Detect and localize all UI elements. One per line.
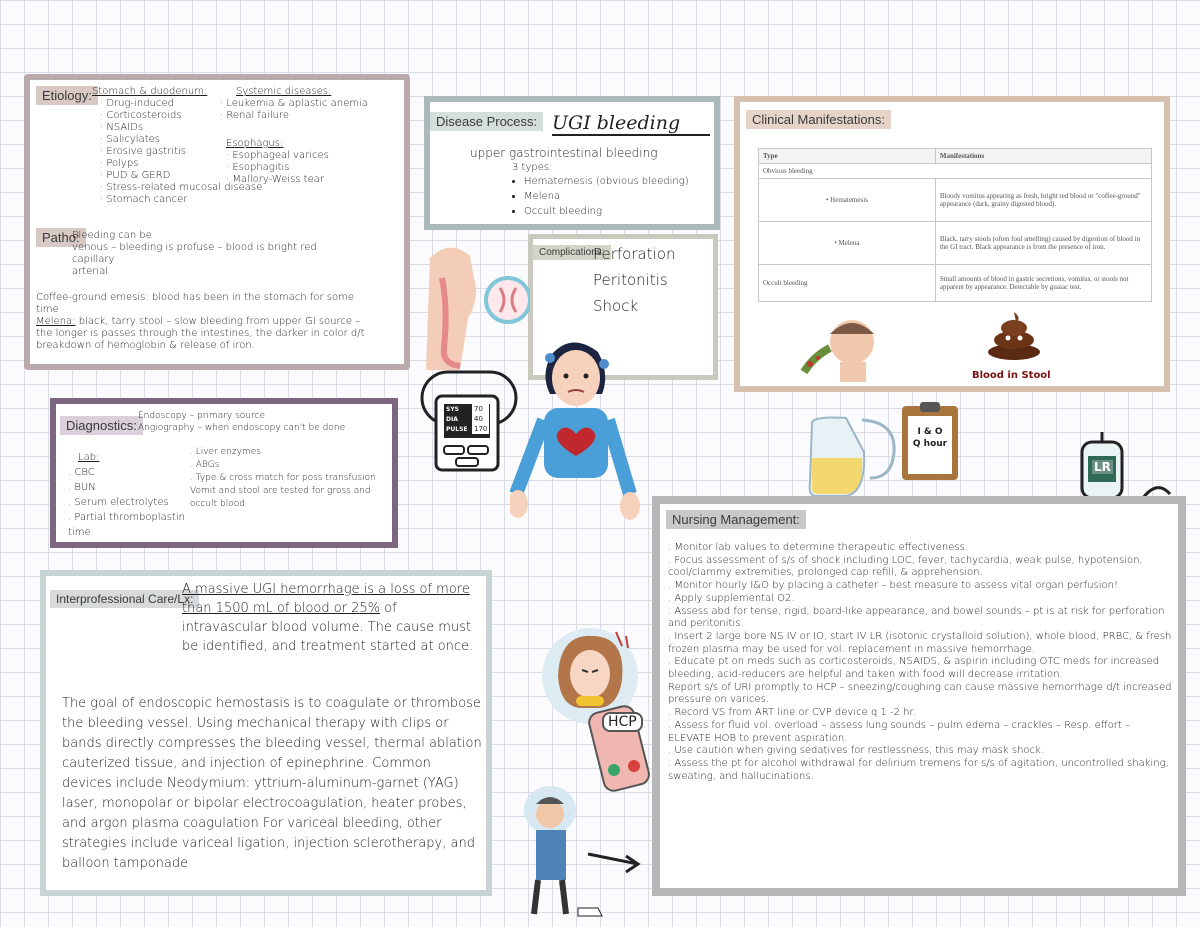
list-item: Report s/s of URI promptly to HCP – sneezing/coughing can cause massive hemorrhage d/t increased pressure on varices.	[668, 681, 1172, 706]
hemorrhage-highlight: A massive UGI hemorrhage is a loss of more than 1500 mL of blood or 25%	[182, 582, 470, 616]
systemic-column	[220, 86, 368, 186]
col-manifestations: Manifestations	[935, 149, 1151, 164]
diagnostics-title: Diagnostics:	[60, 416, 143, 435]
nursing-title: Nursing Management:	[666, 510, 806, 529]
table-row	[759, 222, 1152, 265]
list-item: • Occult bleeding	[524, 204, 689, 219]
clipboard-paper	[908, 416, 952, 474]
table-cell: Bloody vomitus appearing as fresh, bright red blood or "coffee-ground" appearance (dark, grainy digested blood).	[935, 179, 1151, 222]
disease-subtitle: upper gastrointestinal bleeding	[470, 146, 658, 160]
list-item: · PUD & GERD	[100, 170, 171, 181]
lab-left-column	[68, 450, 188, 540]
bp-labels	[446, 405, 468, 435]
list-item: · Stress-related mucosal disease	[100, 182, 263, 193]
list-item: . Use caution when giving sedatives for restlessness, this may mask shock.	[668, 745, 1044, 757]
table-cell: Occult bleeding	[759, 265, 936, 302]
systemic-heading: Systemic diseases:	[236, 86, 332, 97]
list-item: . Insert 2 large bore NS IV or IO, start IV LR (isotonic crystalloid solution), whole blood, PRBC, & fresh frozen plasma may be used for vol. replacement in massive hemorrhage.	[668, 630, 1172, 655]
disease-title: Disease Process:	[430, 112, 543, 131]
iv-bag-label: LR	[1094, 460, 1111, 474]
interprofessional-panel	[40, 570, 492, 896]
nursing-list	[668, 542, 1176, 783]
melena-label: Melena:	[36, 316, 76, 327]
etiology-patho-panel	[24, 74, 410, 370]
table-cell: • Melena	[759, 222, 936, 265]
list-item: . Educate pt on meds such as corticosteroids, NSAIDS, & aspirin including OTC meds for increased bleeding, acid-reducers are helpful and taken with food will decrease irritation.	[668, 656, 1160, 681]
list-item: . Monitor hourly I&O by placing a catheter – best measure to assess vital organ perfusion!	[668, 580, 1118, 592]
bp-value: 170	[474, 425, 488, 433]
patho-bleeding-types	[72, 230, 372, 278]
patho-title: Patho:	[36, 228, 86, 247]
list-item: . BUN	[68, 482, 96, 493]
list-item: · Corticosteroids	[100, 110, 182, 121]
table-cell: Black, tarry stools (often foul smelling) caused by digestion of blood in the GI tract. Black appearance is from the presence of iron.	[935, 222, 1151, 265]
list-item: Peritonitis	[593, 271, 668, 289]
clipboard-line: Q hour	[912, 439, 948, 449]
bp-sys-label: SYS	[446, 406, 459, 413]
table-cell: Small amounts of blood in gastric secretions, vomitus, or stools not apparent by appearance. Detectable by guaiac test.	[935, 265, 1151, 302]
hemostasis-paragraph: The goal of endoscopic hemostasis is to coagulate or thrombose the bleeding vessel. Using mechanical therapy with clips or bands directly compresses the bleeding vessel, thermal ablation cauterized tissue, and injection of epinephrine. Common devices include Neodymium: yttrium-aluminum-garnet (YAG) laser, monopolar or bipolar electrocoagulation, heater probes, and argon plasma coagulation For variceal bleeding, other strategies include variceal ligation, injection sclerotherapy, and balloon tamponade	[62, 696, 482, 871]
diagnostics-panel	[50, 398, 398, 548]
clipboard-icon	[902, 406, 958, 480]
interprofessional-title: Interprofessional Care/Lx:	[50, 590, 199, 608]
table-row	[759, 265, 1152, 302]
list-item: . CBC	[68, 467, 95, 478]
phone-hcp-label: HCP	[602, 712, 643, 732]
clinical-title: Clinical Manifestations:	[746, 110, 891, 129]
list-item: · Renal failure	[220, 110, 290, 121]
list-item: Perforation	[593, 245, 676, 263]
patient-figure-icon	[510, 334, 640, 534]
list-item: · Stomach cancer	[100, 194, 188, 205]
complications-list	[593, 241, 675, 319]
list-item: • Hematemesis (obvious bleeding)	[524, 174, 689, 189]
table-cell: • Hematemesis	[759, 179, 936, 222]
list-item: · Polyps	[100, 158, 139, 169]
list-item: · Esophageal varices	[226, 150, 329, 161]
bp-pulse-label: PULSE	[446, 426, 468, 433]
list-item: . Liver enzymes	[190, 447, 261, 457]
col-type: Type	[759, 149, 936, 164]
list-item: . Assess the pt for alcohol withdrawal for delirium tremens for s/s of agitation, uncontrolled shaking, sweating, and hallucinations.	[668, 757, 1169, 782]
esophagus-heading: Esophagus:	[226, 138, 284, 149]
list-item: . Assess abd for tense, rigid, board-like appearance, and bowel sounds – pt is at risk for perforation and peritonitis.	[668, 605, 1165, 630]
list-item: · NSAIDs	[100, 122, 144, 133]
coffee-ground-note: Coffee-ground emesis: blood has been in the stomach for some time	[36, 292, 354, 315]
list-item: · Leukemia & aplastic anemia	[220, 98, 368, 109]
stool-icon	[986, 308, 1042, 360]
manifestations-table	[758, 148, 1152, 302]
list-item: . Monitor lab values to determine therapeutic effectiveness.	[668, 542, 969, 553]
bp-value: 70	[474, 405, 483, 413]
list-item: . Apply supplemental O2.	[668, 592, 795, 604]
etiology-title: Etiology:	[36, 86, 98, 105]
nursing-management-panel	[652, 496, 1186, 896]
patho-notes	[36, 292, 376, 352]
patho-line: arterial	[72, 266, 109, 277]
list-item: • Melena	[524, 189, 689, 204]
table-row	[759, 179, 1152, 222]
patho-line: venous – bleeding is profuse – blood is bright red	[72, 242, 317, 253]
list-item: Vomit and stool are tested for gross and occult blood	[190, 486, 371, 509]
lab-right-column	[190, 446, 390, 511]
types-list	[508, 174, 689, 219]
bp-dia-label: DIA	[446, 416, 458, 423]
list-item: · Mallory-Weiss tear	[226, 174, 324, 185]
angiography-line: Angiography – when endoscopy can't be done	[138, 423, 346, 433]
clipboard-clip	[920, 402, 940, 412]
lab-label: Lab:	[78, 452, 100, 463]
vomiting-person-icon	[800, 312, 880, 382]
list-item: · Erosive gastritis	[100, 146, 186, 157]
stomach-heading: Stomach & duodenum:	[92, 86, 208, 97]
list-item: · Esophagitis	[226, 162, 290, 173]
bp-value: 40	[474, 415, 483, 423]
phone-icon[interactable]	[588, 700, 654, 792]
diagnostics-imaging	[138, 410, 345, 434]
list-item: . ABGs	[190, 460, 220, 470]
patho-line: Bleeding can be	[72, 230, 152, 241]
clinical-manifestations-panel	[734, 96, 1170, 392]
blood-in-stool-label: Blood in Stool	[972, 370, 1051, 381]
types-label: 3 types:	[512, 162, 553, 173]
list-item: Shock	[593, 297, 639, 315]
list-item: . Serum electrolytes	[68, 497, 169, 508]
bp-monitor-icon	[420, 370, 518, 474]
hemorrhage-definition	[182, 580, 474, 656]
list-item: . Focus assessment of s/s of shock including LOC, fever, tachycardia, weak pulse, hypotension, cool/clammy extremities, prolonged cap refill, & apprehension.	[668, 554, 1143, 579]
urine-bag-icon	[806, 412, 900, 500]
list-item: . Assess for fluid vol. overload – assess lung sounds – pulm edema – crackles – Resp. effort – ELEVATE HOB to prevent aspiration.	[668, 719, 1131, 744]
complications-title: Complications:	[533, 245, 611, 260]
disease-heading: UGI bleeding	[552, 112, 710, 136]
list-item: · Salicylates	[100, 134, 160, 145]
list-item: . Partial thromboplastin time	[68, 512, 185, 538]
patho-line: capillary	[72, 254, 115, 265]
group-row: Obvious bleeding	[759, 164, 1152, 179]
list-item: · Drug-induced	[100, 98, 174, 109]
disease-process-panel	[424, 96, 720, 230]
bp-values	[472, 404, 489, 434]
endoscopy-line: Endoscopy – primary source	[138, 411, 265, 421]
sneezing-person-icon	[514, 784, 644, 924]
list-item: . Type & cross match for poss transfusion	[190, 473, 376, 483]
hemorrhage-rest: of intravascular blood volume. The cause must be identified, and treatment started at once.	[182, 601, 474, 654]
melena-text: black, tarry stool – slow bleeding from upper GI source – the longer is passes through the intestines, the darker in color d/t breakdown of hemoglobin & release of iron.	[36, 316, 365, 351]
list-item: . Record VS from ART line or CVP device q 1 -2 hr.	[668, 707, 916, 719]
clipboard-line: I & O	[917, 427, 943, 437]
